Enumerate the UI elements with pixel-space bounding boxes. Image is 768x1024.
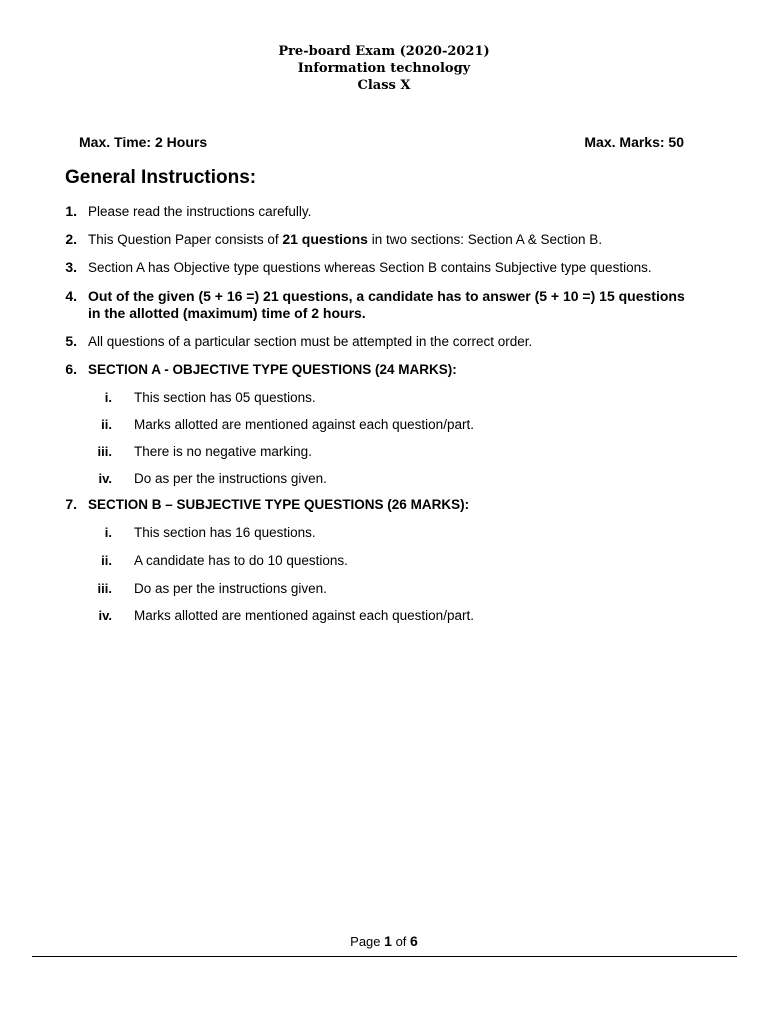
item-text-post: in two sections: Section A & Section B. [367, 232, 603, 247]
max-time: Max. Time: 2 Hours [79, 134, 208, 150]
sub-item-text: This section has 05 questions. [134, 390, 316, 405]
sub-item-number: ii. [101, 553, 112, 568]
item-number: 3. [65, 259, 77, 275]
subject-name: Information technology [297, 61, 471, 76]
sub-item-number: i. [104, 390, 112, 405]
sub-item-number: ii. [101, 417, 112, 432]
item-number: 2. [65, 231, 77, 247]
page-footer [0, 933, 768, 949]
item-number: 4. [65, 288, 77, 304]
sub-item-text: Marks allotted are mentioned against each question/part. [134, 417, 474, 432]
class-name: Class X [357, 78, 411, 93]
instructions-title: General Instructions: [65, 167, 257, 188]
sub-item-text: Do as per the instructions given. [134, 471, 327, 486]
item-number: 7. [65, 496, 77, 512]
item-text: Section A has Objective type questions whereas Section B contains Subjective type questions. [88, 260, 652, 275]
sub-item-text: Do as per the instructions given. [134, 581, 327, 596]
item-number: 5. [65, 333, 77, 349]
sub-item-text: This section has 16 questions. [134, 525, 316, 540]
sub-item-text: Marks allotted are mentioned against each question/part. [134, 608, 474, 623]
sub-item-number: iii. [97, 581, 112, 596]
item-text: SECTION B – SUBJECTIVE TYPE QUESTIONS (26 MARKS): [88, 497, 470, 512]
sub-item-number: i. [104, 525, 112, 540]
item-text: All questions of a particular section must be attempted in the correct order. [88, 334, 533, 349]
item-text: Out of the given (5 + 16 =) 21 questions, a candidate has to answer (5 + 10 =) 15 questions in the allotted (maximum) time of 2 hours. [88, 288, 685, 321]
item-text-emphasis: 21 questions [282, 231, 368, 247]
item-text: Please read the instructions carefully. [88, 204, 312, 219]
item-text [88, 231, 688, 248]
exam-title: Pre-board Exam (2020-2021) [278, 44, 490, 59]
max-marks: Max. Marks: 50 [584, 134, 684, 150]
sub-item-number: iii. [97, 444, 112, 459]
item-text: SECTION A - OBJECTIVE TYPE QUESTIONS (24 MARKS): [88, 362, 457, 377]
item-number: 1. [65, 203, 77, 219]
sub-item-number: iv. [98, 471, 112, 486]
current-page-number: 1 [384, 933, 392, 949]
page-label: Page [350, 934, 381, 949]
sub-item-text: A candidate has to do 10 questions. [134, 553, 348, 568]
item-number: 6. [65, 361, 77, 377]
sub-item-number: iv. [98, 608, 112, 623]
item-text-pre: This Question Paper consists of [88, 232, 283, 247]
total-pages-number: 6 [410, 933, 418, 949]
footer-divider [32, 956, 737, 957]
sub-item-text: There is no negative marking. [134, 444, 312, 459]
of-label: of [395, 934, 407, 949]
exam-header [0, 43, 768, 94]
